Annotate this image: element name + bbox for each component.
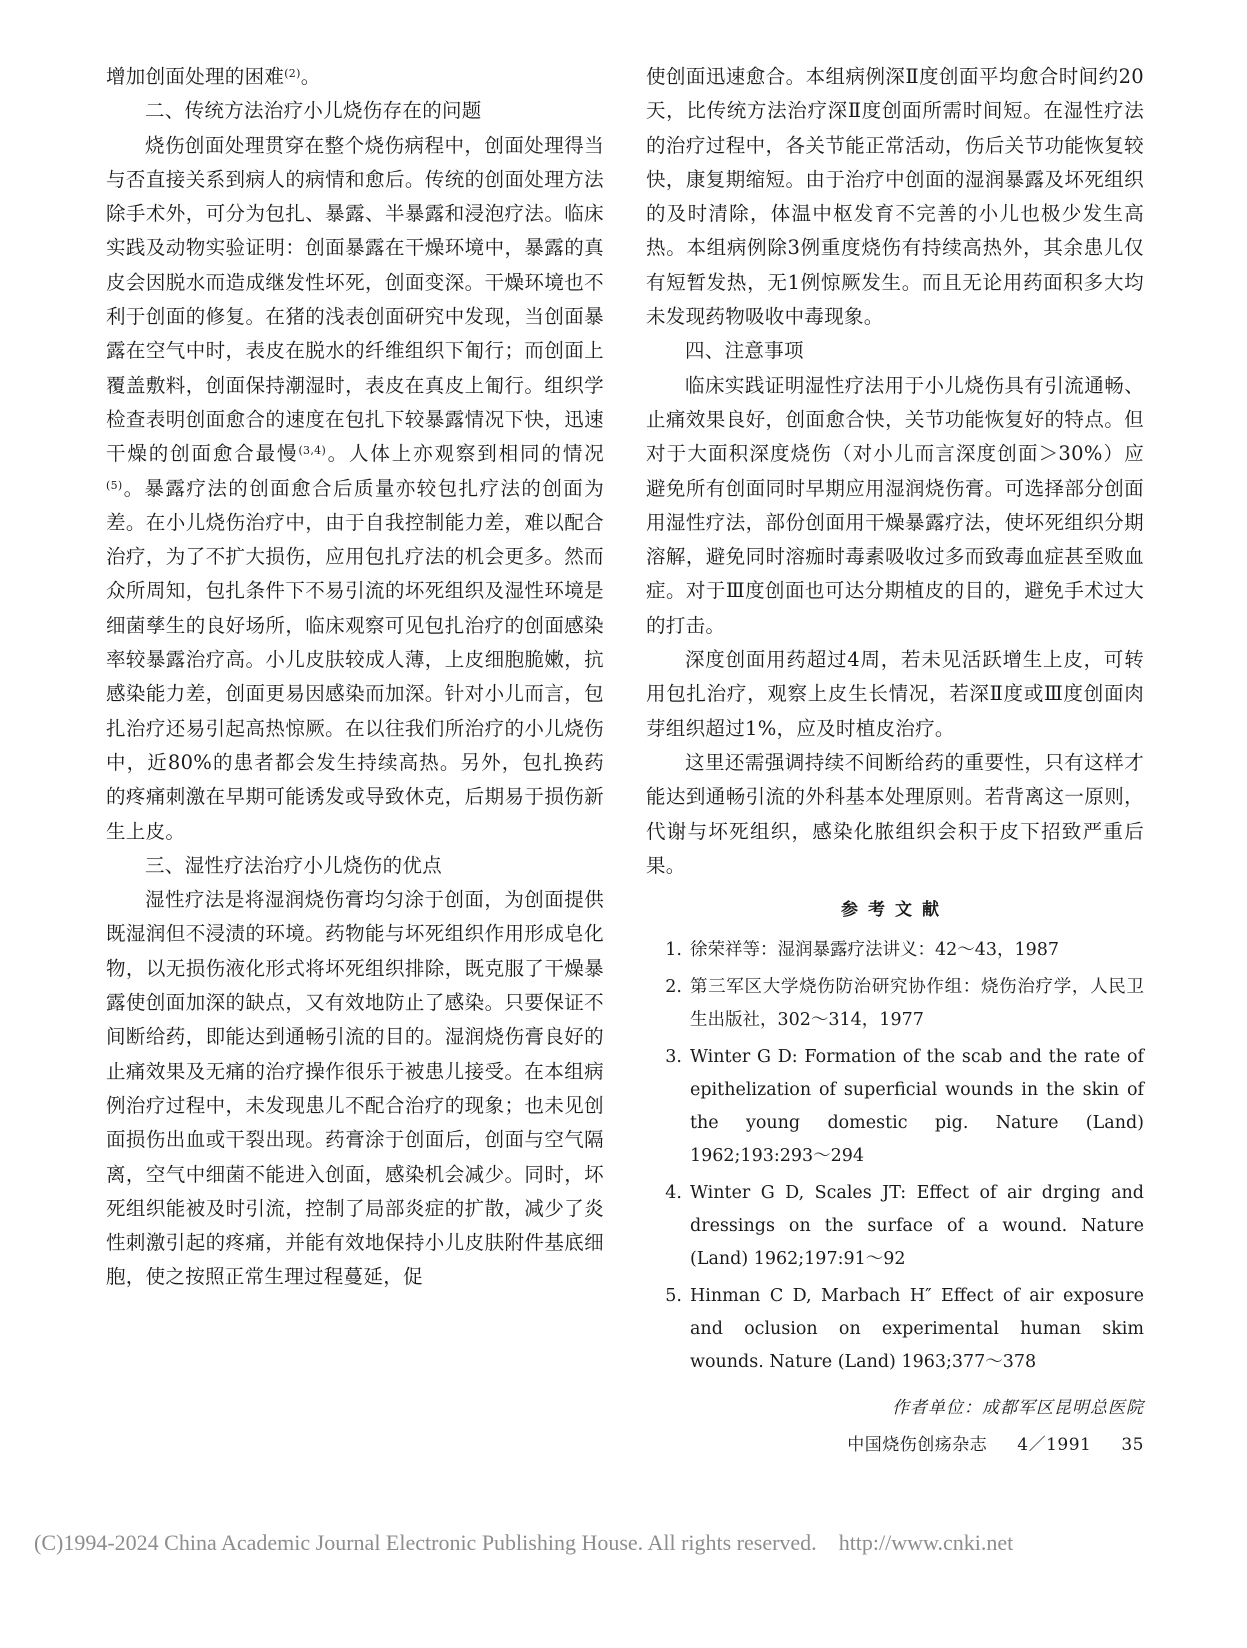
right-column <box>646 60 1144 1455</box>
reference-number: 3. <box>665 1047 682 1068</box>
reference-text: Winter G D, Scales JT: Effect of air drging and dressings on the surface of a wound. Nature (Land) 1962;197:91～92 <box>690 1183 1144 1270</box>
cnki-link[interactable]: http://www.cnki.net <box>838 1530 1014 1555</box>
section-heading-4: 四、注意事项 <box>685 339 804 363</box>
reference-text: Hinman C D, Marbach H″ Effect of air exposure and oclusion on experimental human skim wounds. Nature (Land) 1963;377～378 <box>690 1286 1144 1373</box>
reference-text: Winter G D: Formation of the scab and the rate of epithelization of superficial wounds in the skin of the young domestic pig. Nature (Land) 1962;193:293～294 <box>690 1047 1144 1167</box>
reference-number: 4. <box>665 1183 682 1204</box>
page-number: 35 <box>1121 1435 1144 1456</box>
citation-ref[interactable]: (2) <box>284 67 301 80</box>
paragraph-traditional-methods: 烧伤创面处理贯穿在整个烧伤病程中，创面处理得当与否直接关系到病人的病情和愈后。传统的创面处理方法除手术外，可分为包扎、暴露、半暴露和浸泡疗法。临床实践及动物实验证明：创面暴露在干燥环境中，暴露的真皮会因脱水而造成继发性坏死，创面变深。干燥环境也不利于创面的修复。在猪的浅表创面研究中发现，当创面暴露在空气中时，表皮在脱水的纤维组织下匍行；而创面上覆盖敷料，创面保持潮湿时，表皮在真皮上匍行。组织学检查表明创面愈合的速度在包扎下较暴露情况下快，迅速干燥的创面愈合最慢$^{(3,4)}$。人体上亦观察到相同的情况$^{(5)}$。暴露疗法的创面愈合后质量亦较包扎疗法的创面为差。在小儿烧伤治疗中，由于自我控制能力差，难以配合治疗，为了不扩大损伤，应用包扎疗法的机会更多。然而众所周知，包扎条件下不易引流的坏死组织及湿性环境是细菌孳生的良好场所，临床观察可见包扎治疗的创面感染率较暴露治疗高。小儿皮肤较成人薄，上皮细胞脆嫩，抗感染能力差，创面更易因感染而加深。针对小儿而言，包扎治疗还易引起高热惊厥。在以往我们所治疗的小儿烧伤中，近80%的患者都会发生持续高热。另外，包扎换药的疼痛刺激在早期可能诱发或导致休克，后期易于损伤新生上皮。 <box>106 133 605 843</box>
journal-running-footer <box>646 1430 1144 1455</box>
reference-item <box>646 934 1144 967</box>
references-title: 参考文献 <box>841 900 949 921</box>
copyright-text: (C)1994-2024 China Academic Journal Electronic Publishing House. All rights reserved. <box>34 1530 817 1555</box>
copyright-footer <box>0 1530 1247 1556</box>
paragraph-continuous-dosing: 这里还需强调持续不间断给药的重要性，只有这样才能达到通畅引流的外科基本处理原则。若背离这一原则，代谢与坏死组织，感染化脓组织会积于皮下招致严重后果。 <box>646 750 1144 877</box>
reference-text: 第三军区大学烧伤防治研究协作组：烧伤治疗学，人民卫生出版社，302～314，1977 <box>690 977 1144 1031</box>
author-affiliation: 作者单位：成都军区昆明总医院 <box>892 1398 1144 1419</box>
paragraph-wet-therapy: 湿性疗法是将湿润烧伤膏均匀涂于创面，为创面提供既湿润但不浸渍的环境。药物能与坏死组织作用形成皂化物，以无损伤液化形式将坏死组织排除，既克服了干燥暴露使创面加深的缺点，又有效地防止了感染。只要保证不间断给药，即能达到通畅引流的目的。湿润烧伤膏良好的止痛效果及无痛的治疗操作很乐于被患儿接受。在本组病例治疗过程中，未发现患儿不配合治疗的现象；也未见创面损伤出血或干裂出现。药膏涂于创面后，创面与空气隔离，空气中细菌不能进入创面，感染机会减少。同时，坏死组织能被及时引流，控制了局部炎症的扩散，减少了炎性刺激引起的疼痛，并能有效地保持小儿皮肤附件基底细胞，使之按照正常生理过程蔓延，促 <box>106 888 604 1289</box>
reference-item <box>646 1280 1144 1379</box>
reference-text: 徐荣祥等：湿润暴露疗法讲义：42～43，1987 <box>690 940 1060 961</box>
citation-ref[interactable]: (5) <box>106 478 123 492</box>
citation-ref[interactable]: (3,4) <box>298 444 327 458</box>
paragraph-deep-wound: 深度创面用药超过4周，若未见活跃增生上皮，可转用包扎治疗，观察上皮生长情况，若深Ⅱ度或Ⅲ度创面肉芽组织超过1%，应及时植皮治疗。 <box>646 648 1144 740</box>
journal-issue: 4／1991 <box>1017 1435 1092 1456</box>
section-heading-2: 二、传统方法治疗小儿烧伤存在的问题 <box>145 99 482 123</box>
reference-list <box>646 934 1144 1379</box>
reference-number: 2. <box>665 977 682 998</box>
paragraph-precautions: 临床实践证明湿性疗法用于小儿烧伤具有引流通畅、止痛效果良好，创面愈合快，关节功能恢复好的特点。但对于大面积深度烧伤（对小儿而言深度创面＞30%）应避免所有创面同时早期应用湿润烧伤膏。可选择部分创面用湿性疗法，部份创面用干燥暴露疗法，使坏死组织分期溶解，避免同时溶痂时毒素吸收过多而致毒血症甚至败血症。对于Ⅲ度创面也可达分期植皮的目的，避免手术过大的打击。 <box>646 373 1144 637</box>
paragraph-continuation-right: 使创面迅速愈合。本组病例深Ⅱ度创面平均愈合时间约20天，比传统方法治疗深Ⅱ度创面所需时间短。在湿性疗法的治疗过程中，各关节能正常活动，伤后关节功能恢复较快，康复期缩短。由于治疗中创面的湿润暴露及坏死组织的及时清除，体温中枢发育不完善的小儿也极少发生高热。本组病例除3例重度烧伤有持续高热外，其余患儿仅有短暂发热，无1例惊厥发生。而且无论用药面积多大均未发现药物吸收中毒现象。 <box>646 65 1144 329</box>
reference-item <box>646 1041 1144 1173</box>
journal-name: 中国烧伤创疡杂志 <box>847 1435 988 1456</box>
reference-item <box>646 1177 1144 1276</box>
section-heading-3: 三、湿性疗法治疗小儿烧伤的优点 <box>145 853 443 877</box>
reference-item <box>646 971 1144 1037</box>
paragraph-continuation: 增加创面处理的困难$^{(2)}$。 <box>106 65 321 88</box>
reference-number: 1. <box>665 940 682 961</box>
left-column <box>106 60 604 1295</box>
reference-number: 5. <box>665 1286 682 1307</box>
